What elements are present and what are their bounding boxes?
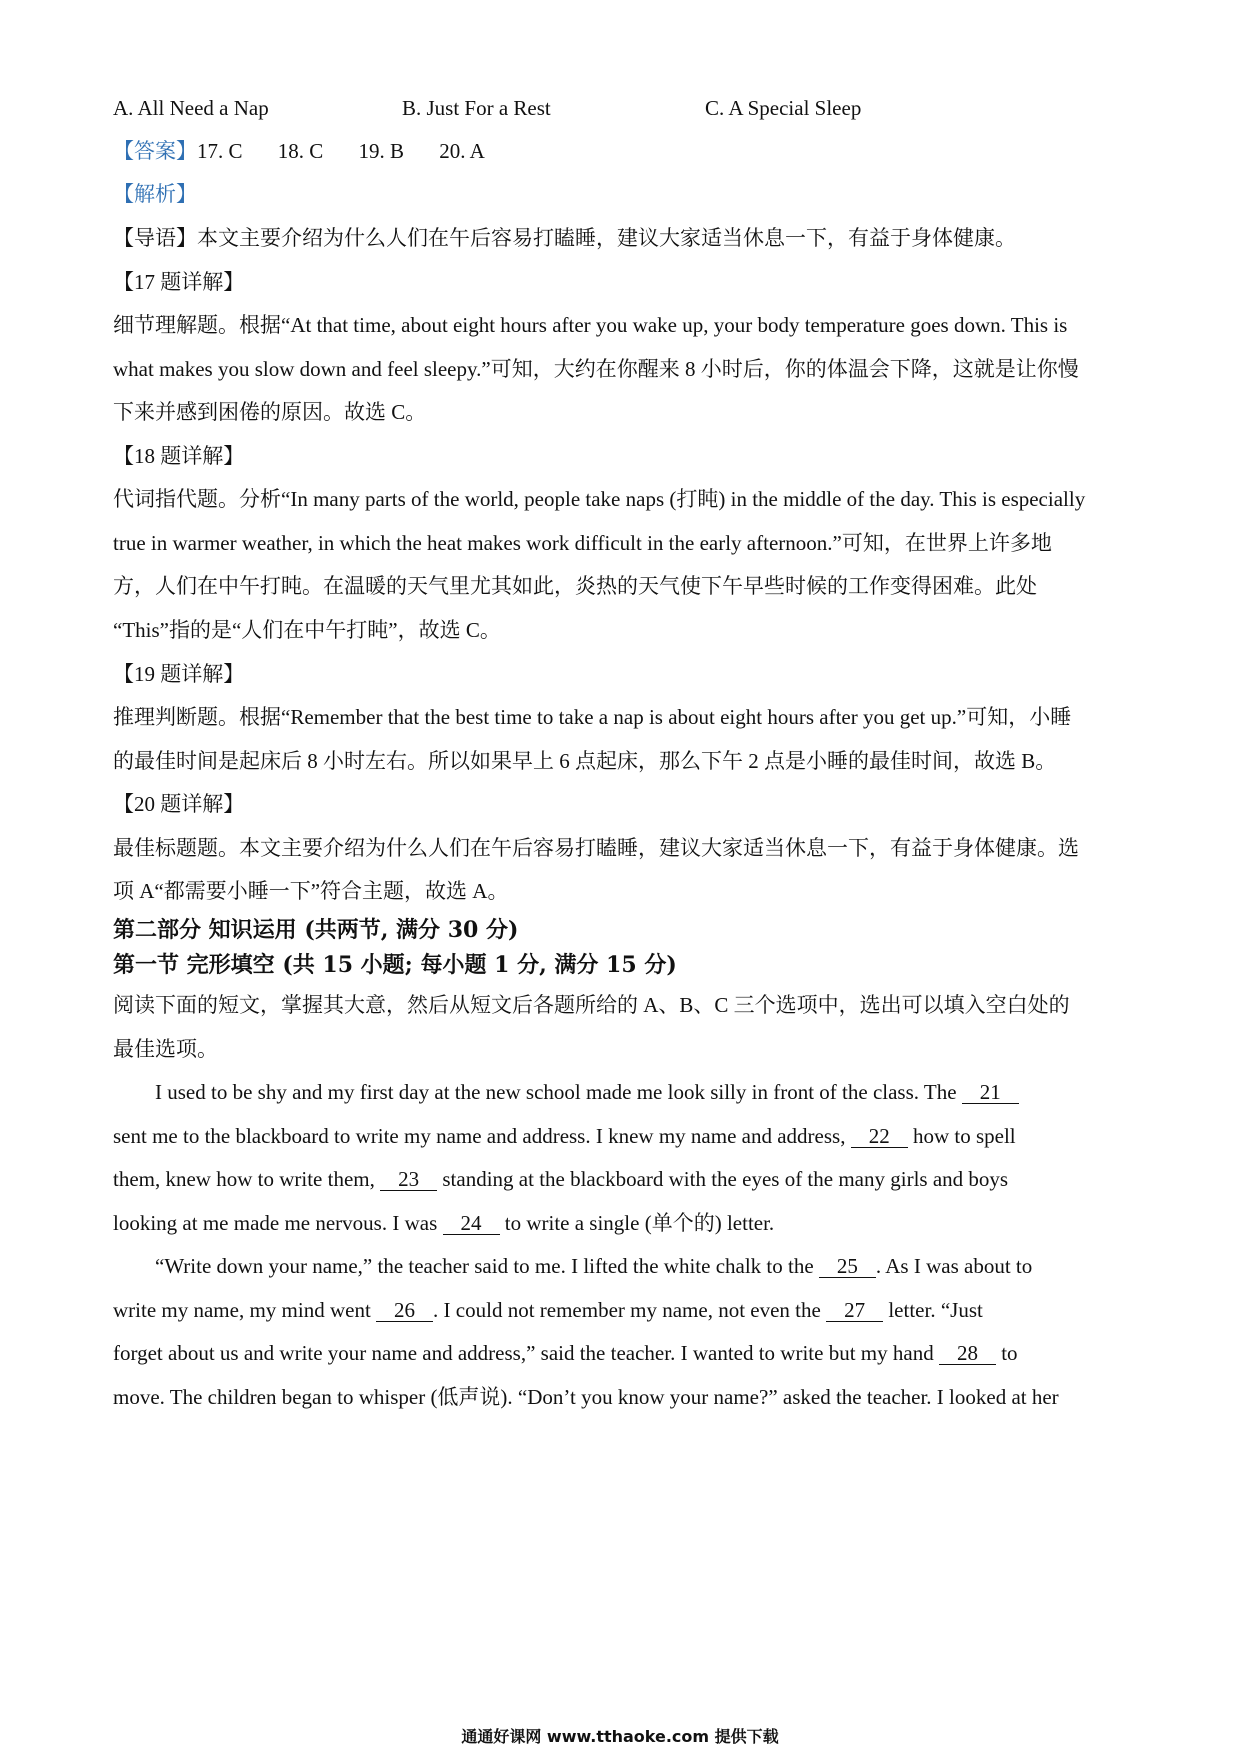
instruction-line: 阅读下面的短文，掌握其大意，然后从短文后各题所给的 A、B、C 三个选项中，选出可以填入空白处的 <box>113 993 1070 1017</box>
q18-line: 代词指代题。分析“In many parts of the world, people take naps (打盹) in the middle of the day. This is especially <box>113 487 1086 511</box>
passage-line <box>113 1164 1008 1194</box>
blank-27: 27 <box>826 1295 883 1325</box>
instruction-line: 最佳选项。 <box>113 1037 218 1061</box>
passage-line <box>155 1077 1019 1107</box>
blank-23: 23 <box>380 1164 437 1194</box>
passage-text: forget about us and write your name and address,” said the teacher. I wanted to write but my hand <box>113 1341 939 1365</box>
q17-line: 细节理解题。根据“At that time, about eight hours after you wake up, your body temperature goes down. This is <box>113 313 1068 337</box>
passage-text: them, knew how to write them, <box>113 1167 381 1191</box>
blank-21: 21 <box>962 1077 1019 1107</box>
q18-heading: 【18 题详解】 <box>113 444 245 468</box>
passage-text: sent me to the blackboard to write my name and address. I knew my name and address, <box>113 1124 851 1148</box>
passage-line <box>155 1251 1032 1281</box>
passage-line <box>113 1295 983 1325</box>
passage-text: I used to be shy and my first day at the new school made me look silly in front of the class. The <box>155 1080 962 1104</box>
answer-item: 20. A <box>439 139 485 163</box>
passage-line <box>113 1121 1016 1151</box>
q18-line: 方，人们在中午打盹。在温暖的天气里尤其如此，炎热的天气使下午早些时候的工作变得困难。此处 <box>113 574 1037 598</box>
q17-line: what makes you slow down and feel sleepy.”可知，大约在你醒来 8 小时后，你的体温会下降，这就是让你慢 <box>113 357 1079 381</box>
blank-24: 24 <box>443 1208 500 1238</box>
blank-26: 26 <box>376 1295 433 1325</box>
blank-22: 22 <box>851 1121 908 1151</box>
q18-line: “This”指的是“人们在中午打盹”，故选 C。 <box>113 618 501 642</box>
q18-line: true in warmer weather, in which the heat makes work difficult in the early afternoon.”可知，在世界上许多地 <box>113 531 1052 555</box>
guide-text: 【导语】本文主要介绍为什么人们在午后容易打瞌睡，建议大家适当休息一下，有益于身体健康。 <box>113 226 1016 250</box>
passage-line <box>113 1338 1018 1368</box>
q17-line: 下来并感到困倦的原因。故选 C。 <box>113 400 427 424</box>
q19-line: 的最佳时间是起床后 8 小时左右。所以如果早上 6 点起床，那么下午 2 点是小睡的最佳时间，故选 B。 <box>113 749 1057 773</box>
blank-25: 25 <box>819 1251 876 1281</box>
answer-item: 17. C <box>197 139 243 163</box>
passage-line <box>113 1208 774 1238</box>
option-a: A. All Need a Nap <box>113 96 269 120</box>
answer-label: 【答案】 <box>113 139 197 163</box>
passage-text: standing at the blackboard with the eyes of the many girls and boys <box>437 1167 1009 1191</box>
answer-item: 18. C <box>277 139 324 163</box>
q20-line: 项 A“都需要小睡一下”符合主题，故选 A。 <box>113 879 509 903</box>
option-b: B. Just For a Rest <box>402 96 551 120</box>
blank-28: 28 <box>939 1338 996 1368</box>
option-c: C. A Special Sleep <box>705 96 862 120</box>
passage-line: move. The children began to whisper (低声说). “Don’t you know your name?” asked the teacher. I looked at her <box>113 1385 1059 1409</box>
q19-heading: 【19 题详解】 <box>113 662 245 686</box>
passage-text: “Write down your name,” the teacher said to me. I lifted the white chalk to the <box>155 1254 819 1278</box>
footer-credit: 通通好课网 www.tthaoke.com 提供下载 <box>461 1727 779 1746</box>
q19-line: 推理判断题。根据“Remember that the best time to take a nap is about eight hours after you get up.”可知，小睡 <box>113 705 1072 729</box>
passage-text: . I could not remember my name, not even the <box>433 1298 827 1322</box>
q17-heading: 【17 题详解】 <box>113 270 245 294</box>
answer-line <box>113 136 485 166</box>
q20-line: 最佳标题题。本文主要介绍为什么人们在午后容易打瞌睡，建议大家适当休息一下，有益于身体健康。选 <box>113 836 1079 860</box>
passage-text: how to spell <box>907 1124 1016 1148</box>
passage-text: . As I was about to <box>875 1254 1033 1278</box>
section1-title: 第一节 完形填空 (共 15 小题; 每小题 1 分, 满分 15 分) <box>113 952 677 978</box>
passage-text: write my name, my mind went <box>113 1298 377 1322</box>
q20-heading: 【20 题详解】 <box>113 792 245 816</box>
part2-title: 第二部分 知识运用 (共两节, 满分 30 分) <box>113 917 519 943</box>
passage-text: letter. “Just <box>883 1298 983 1322</box>
passage-text: to <box>995 1341 1018 1365</box>
passage-text: looking at me made me nervous. I was <box>113 1211 443 1235</box>
analysis-label: 【解析】 <box>113 182 197 206</box>
passage-text: to write a single (单个的) letter. <box>499 1211 775 1235</box>
answer-item: 19. B <box>358 139 405 163</box>
